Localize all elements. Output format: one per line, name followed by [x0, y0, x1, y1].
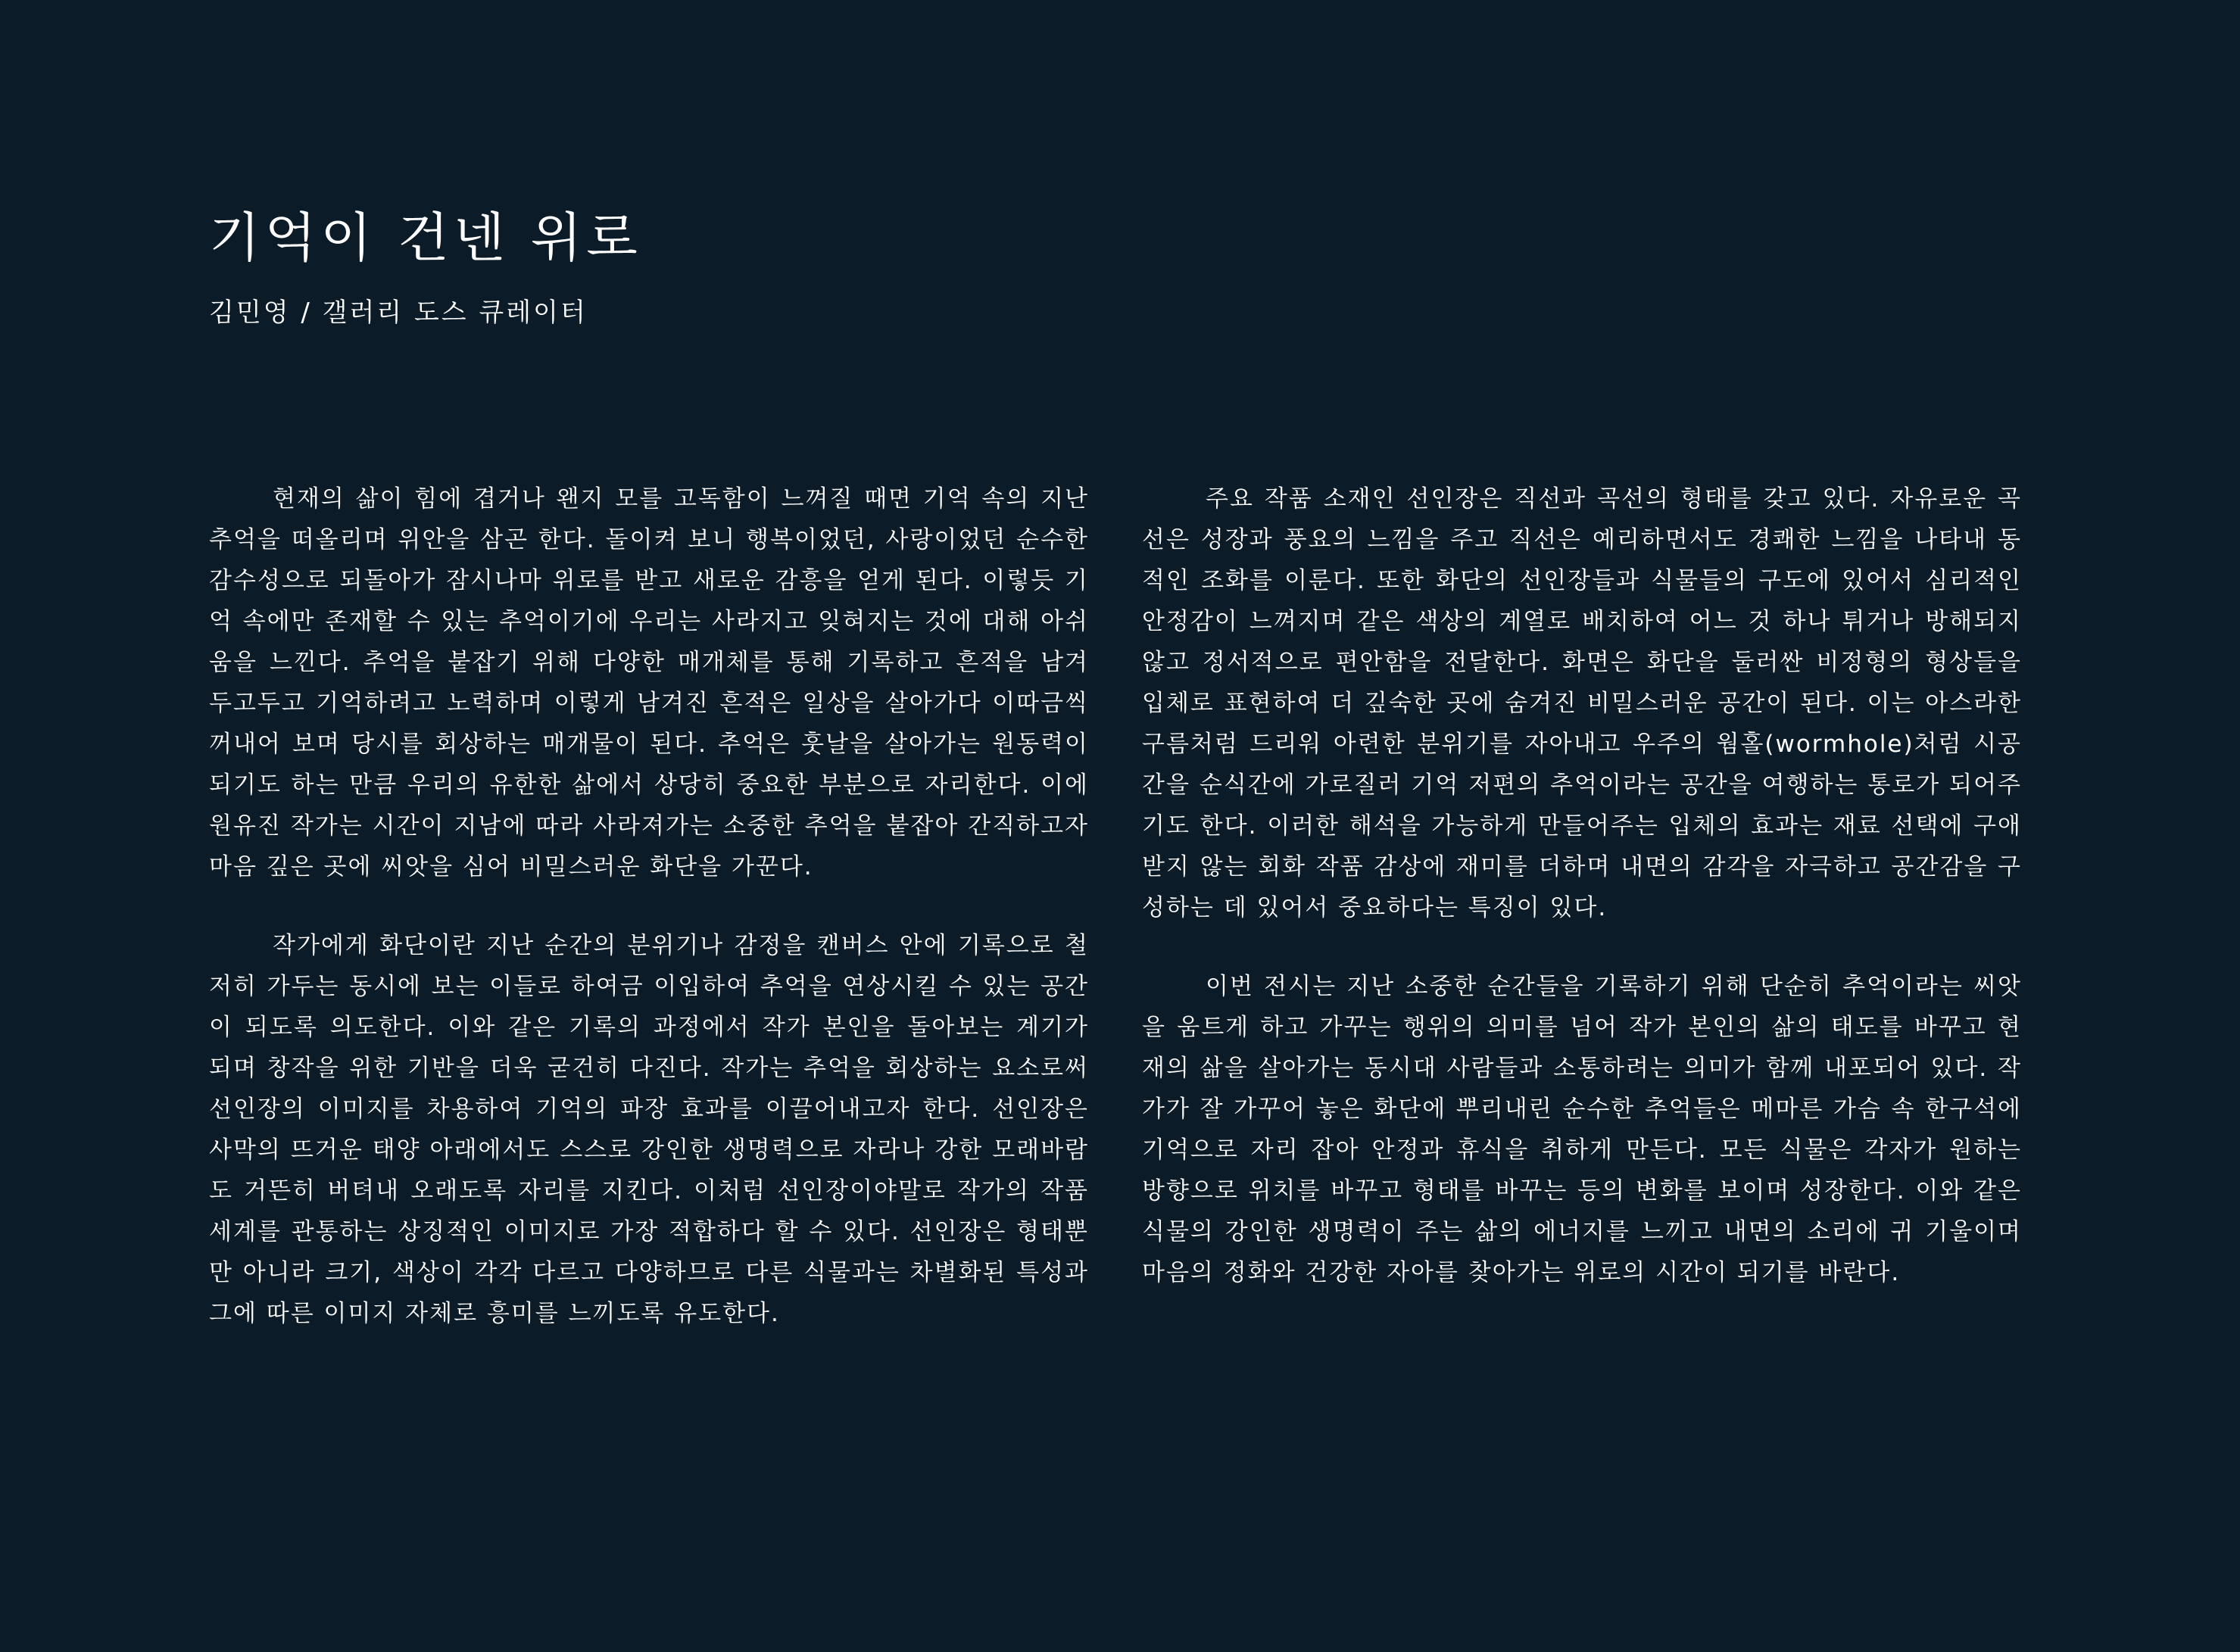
article-header [209, 201, 1118, 332]
right-column [1142, 478, 2022, 1331]
paragraph-4: 이번 전시는 지난 소중한 순간들을 기록하기 위해 단순히 추억이라는 씨앗을 움트게 하고 가꾸는 행위의 의미를 넘어 작가 본인의 삶의 태도를 바꾸고 현재의 삶을 살아가는 동시대 사람들과 소통하려는 의미가 함께 내포되어 있다. 작가가 잘 가꾸어 놓은 화단에 뿌리내린 순수한 추억들은 메마른 가슴 속 한구석에 기억으로 자리 잡아 안정과 휴식을 취하게 만든다. 모든 식물은 각자가 원하는 방향으로 위치를 바꾸고 형태를 바꾸는 등의 변화를 보이며 성장한다. 이와 같은 식물의 강인한 생명력이 주는 삶의 에너지를 느끼고 내면의 소리에 귀 기울이며 마음의 정화와 건강한 자아를 찾아가는 위로의 시간이 되기를 바란다. [1142, 973, 2022, 1286]
paragraph-3: 주요 작품 소재인 선인장은 직선과 곡선의 형태를 갖고 있다. 자유로운 곡선은 성장과 풍요의 느낌을 주고 직선은 예리하면서도 경쾌한 느낌을 나타내 동적인 조화를 이룬다. 또한 화단의 선인장들과 식물들의 구도에 있어서 심리적인 안정감이 느껴지며 같은 색상의 계열로 배치하여 어느 것 하나 튀거나 방해되지 않고 정서적으로 편안함을 전달한다. 화면은 화단을 둘러싼 비정형의 형상들을 입체로 표현하여 더 깊숙한 곳에 숨겨진 비밀스러운 공간이 된다. 이는 아스라한 구름처럼 드리워 아련한 분위기를 자아내고 우주의 웜홀(wormhole)처럼 시공간을 순식간에 가로질러 기억 저편의 추억이라는 공간을 여행하는 통로가 되어주기도 한다. 이러한 해석을 가능하게 만들어주는 입체의 효과는 재료 선택에 구애 받지 않는 회화 작품 감상에 재미를 더하며 내면의 감각을 자극하고 공간감을 구성하는 데 있어서 중요하다는 특징이 있다. [1142, 485, 2022, 921]
article-title: 기억이 건넨 위로 [209, 207, 642, 269]
left-column [209, 478, 1089, 1372]
author-byline: 김민영 / 갤러리 도스 큐레이터 [209, 298, 588, 328]
paragraph-1: 현재의 삶이 힘에 겹거나 왠지 모를 고독함이 느껴질 때면 기억 속의 지난 추억을 떠올리며 위안을 삼곤 한다. 돌이켜 보니 행복이었던, 사랑이었던 순수한 감수성으로 되돌아가 잠시나마 위로를 받고 새로운 감흥을 얻게 된다. 이렇듯 기억 속에만 존재할 수 있는 추억이기에 우리는 사라지고 잊혀지는 것에 대해 아쉬움을 느낀다. 추억을 붙잡기 위해 다양한 매개체를 통해 기록하고 흔적을 남겨 두고두고 기억하려고 노력하며 이렇게 남겨진 흔적은 일상을 살아가다 이따금씩 꺼내어 보며 당시를 회상하는 매개물이 된다. 추억은 훗날을 살아가는 원동력이 되기도 하는 만큼 우리의 유한한 삶에서 상당히 중요한 부분으로 자리한다. 이에 원유진 작가는 시간이 지남에 따라 사라져가는 소중한 추억을 붙잡아 간직하고자 마음 깊은 곳에 씨앗을 심어 비밀스러운 화단을 가꾼다. [209, 485, 1089, 881]
paragraph-2: 작가에게 화단이란 지난 순간의 분위기나 감정을 캔버스 안에 기록으로 철저히 가두는 동시에 보는 이들로 하여금 이입하여 추억을 연상시킬 수 있는 공간이 되도록 의도한다. 이와 같은 기록의 과정에서 작가 본인을 돌아보는 계기가 되며 창작을 위한 기반을 더욱 굳건히 다진다. 작가는 추억을 회상하는 요소로써 선인장의 이미지를 차용하여 기억의 파장 효과를 이끌어내고자 한다. 선인장은 사막의 뜨거운 태양 아래에서도 스스로 강인한 생명력으로 자라나 강한 모래바람도 거뜬히 버텨내 오래도록 자리를 지킨다. 이처럼 선인장이야말로 작가의 작품세계를 관통하는 상징적인 이미지로 가장 적합하다 할 수 있다. 선인장은 형태뿐만 아니라 크기, 색상이 각각 다르고 다양하므로 다른 식물과는 차별화된 특성과 그에 따른 이미지 자체로 흥미를 느끼도록 유도한다. [209, 932, 1089, 1327]
